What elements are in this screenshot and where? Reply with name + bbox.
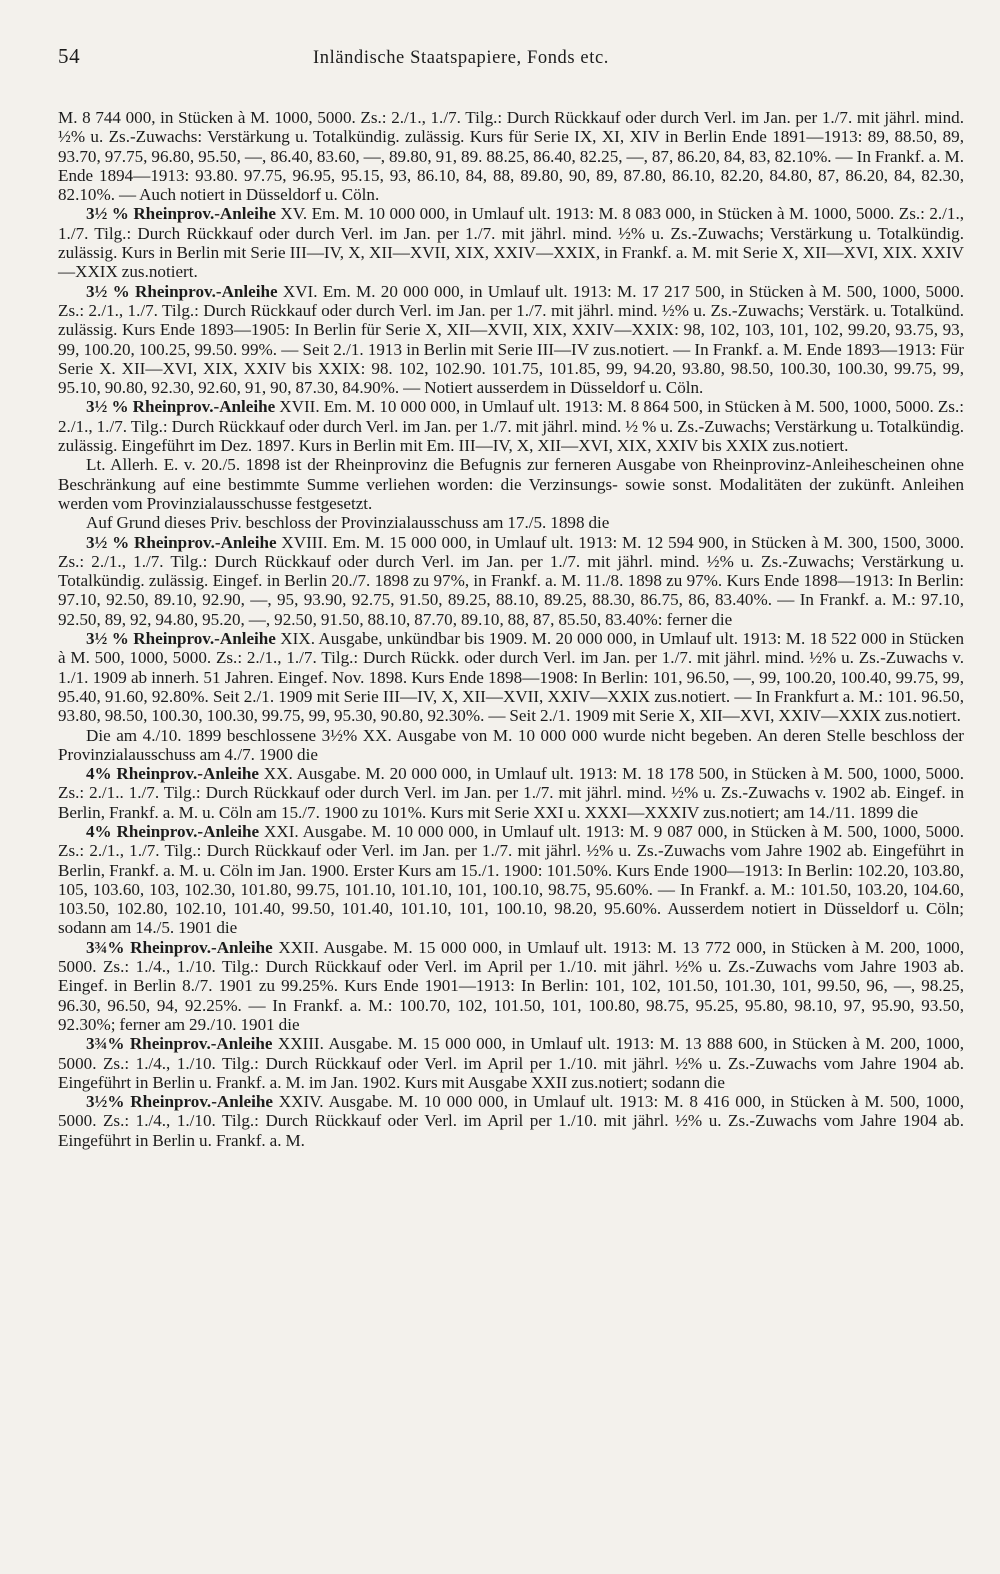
page-number: 54 [58, 44, 81, 68]
paragraph [58, 397, 964, 455]
paragraph-text: XIX. Ausgabe, unkündbar bis 1909. M. 20 000 000, in Umlauf ult. 1913: M. 18 522 000 in Stücken à M. 500, 1000, 5000. Zs.: 2./1., 1./7. Tilg.: Durch Rückk. oder durch Verl. im Jan. per 1./7. mit jährl. mind. ½% u. Zs.-Zuwachs v. 1./1. 1909 ab innerh. 51 Jahren. Eingef. Nov. 1898. Kurs Ende 1898—1908: In Berlin: 101, 96.50, —, 99, 100.20, 100.40, 99.75, 99, 95.40, 91.60, 92.80%. Seit 2./1. 1909 mit Serie III—IV, X, XII—XVII, XXIV—XXIX zus.notiert. — In Frankfurt a. M.: 101. 96.50, 93.80, 98.50, 100.30, 100.30, 99.75, 99, 95.30, 90.80, 92.30%. — Seit 2./1. 1909 mit Serie X, XII—XVI, XXIV—XXIX zus.notiert. [58, 629, 964, 726]
paragraph [58, 1034, 964, 1092]
paragraph-text: Lt. Allerh. E. v. 20./5. 1898 ist der Rheinprovinz die Befugnis zur ferneren Ausgabe von Rheinprovinz-Anleihescheinen ohne Beschränkung auf eine bestimmte Summe verliehen worden: die Verzinsungs- sowie sonst. Modalitäten der zukünft. Anleihen werden vom Provinzialausschusse festgesetzt. [58, 455, 964, 513]
bond-heading: 3½ % Rheinprov.-Anleihe [86, 204, 276, 224]
body-text [58, 108, 964, 1150]
paragraph [58, 533, 964, 629]
bond-heading: 3¾% Rheinprov.-Anleihe [86, 1034, 273, 1054]
paragraph-text: Auf Grund dieses Priv. beschloss der Provinzialausschuss am 17./5. 1898 die [86, 513, 610, 533]
paragraph-text: XXIII. Ausgabe. M. 15 000 000, in Umlauf ult. 1913: M. 13 888 600, in Stücken à M. 200, 1000, 5000. Zs.: 1./4., 1./10. Tilg.: Durch Rückkauf oder Verl. im April per 1./10. mit jährl. ½% u. Zs.-Zuwachs vom Jahre 1904 ab. Eingeführt in Berlin u. Frankf. a. M. im Jan. 1902. Kurs mit Ausgabe XXII zus.notiert; sodann die [58, 1034, 964, 1092]
paragraph [58, 1092, 964, 1150]
paragraph [58, 764, 964, 822]
paragraph-text: XXIV. Ausgabe. M. 10 000 000, in Umlauf ult. 1913: M. 8 416 000, in Stücken à M. 500, 1000, 5000. Zs.: 1./4., 1./10. Tilg.: Durch Rückkauf oder Verl. im April per 1./10. mit jährl. ½% u. Zs.-Zuwachs vom Jahre 1904 ab. Eingeführt in Berlin u. Frankf. a. M. [58, 1092, 965, 1150]
bond-heading: 3½ % Rheinprov.-Anleihe [86, 281, 278, 301]
paragraph [58, 726, 964, 765]
bond-heading: 4% Rheinprov.-Anleihe [86, 821, 260, 841]
bond-heading: 3½ % Rheinprov.-Anleihe [86, 532, 277, 552]
bond-heading: 4% Rheinprov.-Anleihe [86, 764, 260, 784]
page-header [58, 44, 964, 84]
bond-heading: 3½ % Rheinprov.-Anleihe [86, 397, 276, 417]
running-title: Inländische Staatspapiere, Fonds etc. [313, 48, 610, 68]
bond-heading: 3½% Rheinprov.-Anleihe [86, 1092, 273, 1112]
paragraph-text: XXI. Ausgabe. M. 10 000 000, in Umlauf ult. 1913: M. 9 087 000, in Stücken à M. 500, 1000, 5000. Zs.: 2./1., 1./7. Tilg.: Durch Rückkauf oder Verl. im Jan. per 1./7. mit jährl. ½% u. Zs.-Zuwachs vom Jahre 1902 ab. Eingeführt in Berlin, Frankf. a. M. u. Cöln im Jan. 1900. Erster Kurs am 15./1. 1900: 101.50%. Kurs Ende 1900—1913: In Berlin: 102.20, 103.80, 105, 103.60, 103, 102.30, 101.80, 99.75, 101.10, 101.10, 101, 100.10, 98.75, 95.60%. — In Frankf. a. M.: 101.50, 103.20, 104.60, 103.50, 102.80, 102.10, 101.40, 99.50, 101.40, 101.10, 101, 100.10, 98.20, 95.60%. Ausserdem notiert in Düsseldorf u. Cöln; sodann am 14./5. 1901 die [58, 821, 964, 938]
paragraph-text: Die am 4./10. 1899 beschlossene 3½% XX. Ausgabe von M. 10 000 000 wurde nicht begeben. An deren Stelle beschloss der Provinzialausschuss am 4./7. 1900 die [58, 725, 964, 764]
paragraph [58, 822, 964, 938]
paragraph-text: XXII. Ausgabe. M. 15 000 000, in Umlauf ult. 1913: M. 13 772 000, in Stücken à M. 200, 1000, 5000. Zs.: 1./4., 1./10. Tilg.: Durch Rückkauf oder Verl. im April per 1./10. mit jährl. ½% u. Zs.-Zuwachs vom Jahre 1903 ab. Eingef. in Berlin 8./7. 1901 zu 99.25%. Kurs Ende 1901—1913: In Berlin: 101, 102, 101.50, 101.30, 101, 99.50, 96, —, 98.25, 96.30, 96.50, 94, 92.25%. — In Frankf. a. M.: 100.70, 102, 101.50, 101, 100.80, 98.75, 95.25, 95.80, 98.10, 97, 95.90, 93.50, 92.30%; ferner am 29./10. 1901 die [58, 937, 964, 1034]
paragraph [58, 282, 964, 398]
paragraph [58, 938, 964, 1034]
paragraph [58, 513, 964, 532]
bond-heading: 3½ % Rheinprov.-Anleihe [86, 629, 276, 649]
paragraph-text: XV. Em. M. 10 000 000, in Umlauf ult. 1913: M. 8 083 000, in Stücken à M. 1000, 5000. Zs.: 2./1., 1./7. Tilg.: Durch Rückkauf oder durch Verl. im Jan. per 1./7. mit jährl. mind. ½% u. Zs.-Zuwachs; Verstärkung u. Totalkündig. zulässig. Kurs in Berlin mit Serie III—IV, X, XII—XVII, XIX, XXIV—XXIX, in Frankf. a. M. mit Serie X, XII—XVI, XIX. XXIV—XXIX zus.notiert. [58, 204, 964, 282]
paragraph-text: XVIII. Em. M. 15 000 000, in Umlauf ult. 1913: M. 12 594 900, in Stücken à M. 300, 1500, 3000. Zs.: 2./1., 1./7. Tilg.: Durch Rückkauf oder durch Verl. im Jan. per 1./7. mit jährl. mind. ½% u. Zs.-Zuwachs; Verstärkung u. Totalkündig. zulässig. Eingef. in Berlin 20./7. 1898 zu 97%, in Frankf. a. M. 11./8. 1898 zu 97%. Kurs Ende 1898—1913: In Berlin: 97.10, 92.50, 89.10, 92.90, —, 95, 93.90, 92.75, 91.50, 89.25, 88.10, 89.25, 88.30, 86.75, 86, 83.40%. — In Frankf. a. M.: 97.10, 92.50, 89, 92, 94.80, 95.20, —, 92.50, 91.50, 88.10, 87.70, 89.10, 88, 87, 85.50, 83.40%: ferner die [58, 532, 964, 629]
paragraph-text: XX. Ausgabe. M. 20 000 000, in Umlauf ult. 1913: M. 18 178 500, in Stücken à M. 500, 1000, 5000. Zs.: 2./1.. 1./7. Tilg.: Durch Rückkauf oder durch Verl. im Jan. per 1./7. mit jährl. mind. ½% u. Zs.-Zuwachs v. 1902 ab. Eingef. in Berlin, Frankf. a. M. u. Cöln am 15./7. 1900 zu 101%. Kurs mit Serie XXI u. XXXI—XXXIV zus.notiert; am 14./11. 1899 die [58, 764, 964, 822]
paragraph [58, 108, 964, 204]
paragraph-text: XVII. Em. M. 10 000 000, in Umlauf ult. 1913: M. 8 864 500, in Stücken à M. 500, 1000, 5000. Zs.: 2./1., 1./7. Tilg.: Durch Rückkauf oder durch Verl. im Jan. per 1./7. mit jährl. mind. ½ % u. Zs.-Zuwachs; Verstärkung u. Totalkündig. zulässig. Eingeführt im Dez. 1897. Kurs in Berlin mit Em. III—IV, X, XII—XVI, XIX, XXIV bis XXIX zus.notiert. [58, 397, 964, 456]
paragraph-text: M. 8 744 000, in Stücken à M. 1000, 5000. Zs.: 2./1., 1./7. Tilg.: Durch Rückkauf oder durch Verl. im Jan. per 1./7. mit jährl. mind. ½% u. Zs.-Zuwachs: Verstärkung u. Totalkündig. zulässig. Kurs für Serie IX, XI, XIV in Berlin Ende 1891—1913: 89, 88.50, 89, 93.70, 97.75, 96.80, 95.50, —, 86.40, 83.60, —, 89.80, 91, 89. 88.25, 86.40, 82.25, —, 87, 86.20, 84, 83, 82.10%. — In Frankf. a. M. Ende 1894—1913: 93.80. 97.75, 96.95, 95.15, 93, 86.10, 84, 88, 89.80, 90, 89, 87.80, 86.10, 82.20, 84.80, 87, 86.20, 84, 82.30, 82.10%. — Auch notiert in Düsseldorf u. Cöln. [58, 108, 964, 205]
paragraph-text: XVI. Em. M. 20 000 000, in Umlauf ult. 1913: M. 17 217 500, in Stücken à M. 500, 1000, 5000. Zs.: 2./1., 1./7. Tilg.: Durch Rückkauf oder durch Verl. im Jan. per 1./7. mit jährl. mind. ½% u. Zs.-Zuwachs; Verstärk. u. Totalkünd. zulässig. Kurs Ende 1893—1905: In Berlin für Serie X, XII—XVII, XIX, XXIV—XXIX: 98, 102, 103, 101, 102, 99.20, 93.75, 93, 99, 100.20, 100.25, 99.50. 99%. — Seit 2./1. 1913 in Berlin mit Serie III—IV zus.notiert. — In Frankf. a. M. Ende 1893—1913: Für Serie X. XII—XVI, XIX, XXIV bis XXIX: 98. 102, 102.90. 101.75, 101.85, 99, 94.20, 93.80, 98.50, 100.30, 100.30, 99.75, 99, 95.10, 90.80, 92.30, 92.60, 91, 90, 87.30, 84.90%. — Notiert ausserdem in Düsseldorf u. Cöln. [58, 281, 964, 398]
paragraph [58, 455, 964, 513]
bond-heading: 3¾% Rheinprov.-Anleihe [86, 937, 273, 957]
paragraph [58, 204, 964, 281]
paragraph [58, 629, 964, 725]
